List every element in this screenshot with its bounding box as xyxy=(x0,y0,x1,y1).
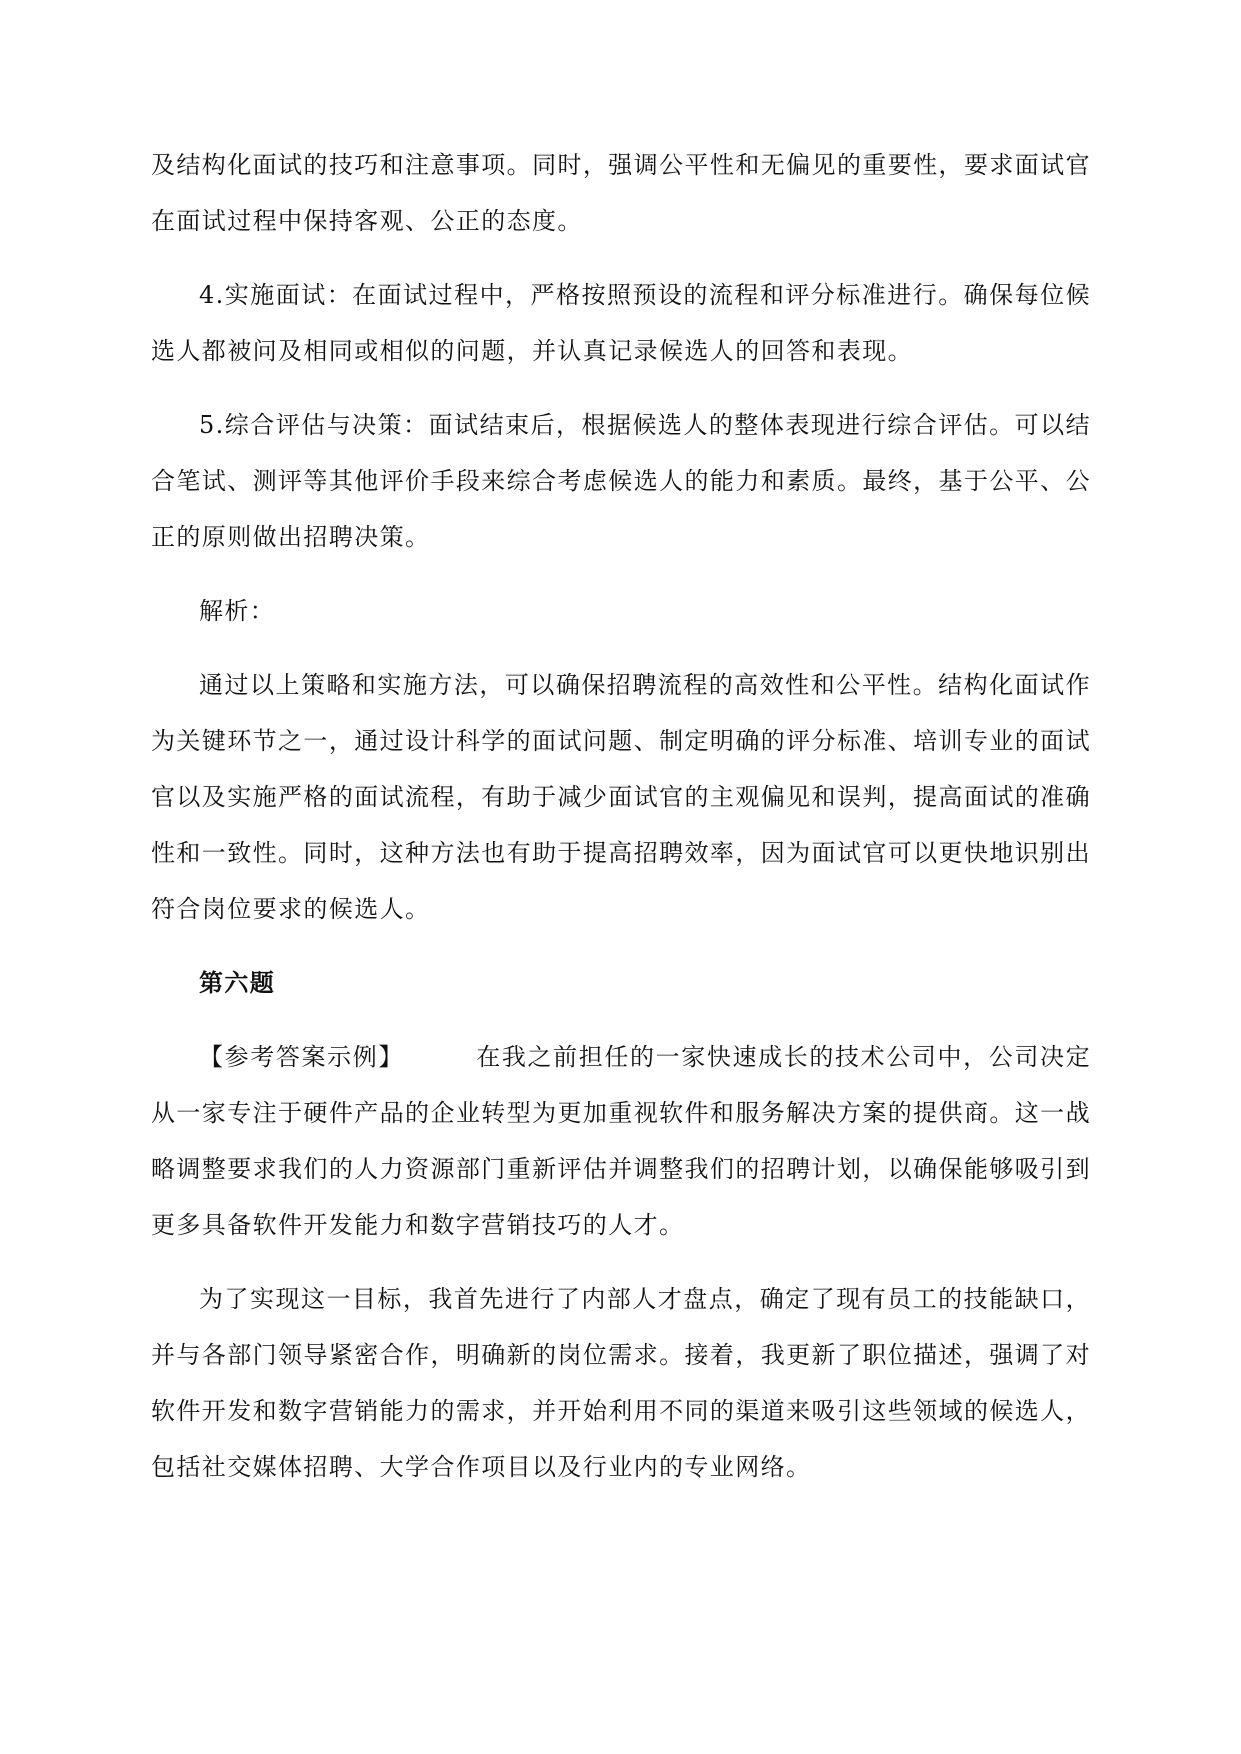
paragraph-implementation: 为了实现这一目标，我首先进行了内部人才盘点，确定了现有员工的技能缺口，并与各部门领导紧密合作，明确新的岗位需求。接着，我更新了职位描述，强调了对软件开发和数字营销能力的需求，并开始利用不同的渠道来吸引这些领域的候选人，包括社交媒体招聘、大学合作项目以及行业内的专业网络。 xyxy=(151,1285,1091,1481)
paragraph-analysis: 通过以上策略和实施方法，可以确保招聘流程的高效性和公平性。结构化面试作为关键环节之一，通过设计科学的面试问题、制定明确的评分标准、培训专业的面试官以及实施严格的面试流程，有助于减少面试官的主观偏见和误判，提高面试的准确性和一致性。同时，这种方法也有助于提高招聘效率，因为面试官可以更快地识别出符合岗位要求的候选人。 xyxy=(151,671,1091,923)
answer-example-label: 【参考答案示例】 xyxy=(199,1043,404,1071)
document-page xyxy=(151,137,1091,1513)
paragraph-training-continuation: 及结构化面试的技巧和注意事项。同时，强调公平性和无偏见的重要性，要求面试官在面试过程中保持客观、公正的态度。 xyxy=(151,151,1091,235)
answer-example-text: 在我之前担任的一家快速成长的技术公司中，公司决定从一家专注于硬件产品的企业转型为更加重视软件和服务解决方案的提供商。这一战略调整要求我们的人力资源部门重新评估并调整我们的招聘计划，以确保能够吸引到更多具备软件开发能力和数字营销技巧的人才。 xyxy=(151,1043,1091,1239)
paragraph-answer-example xyxy=(151,1029,1091,1253)
paragraph-step-5: 5.综合评估与决策：面试结束后，根据候选人的整体表现进行综合评估。可以结合笔试、测评等其他评价手段来综合考虑候选人的能力和素质。最终，基于公平、公正的原则做出招聘决策。 xyxy=(151,411,1091,551)
analysis-label: 解析： xyxy=(199,597,276,625)
paragraph-step-4: 4.实施面试：在面试过程中，严格按照预设的流程和评分标准进行。确保每位候选人都被问及相同或相似的问题，并认真记录候选人的回答和表现。 xyxy=(151,281,1091,365)
question-heading: 第六题 xyxy=(199,968,276,997)
